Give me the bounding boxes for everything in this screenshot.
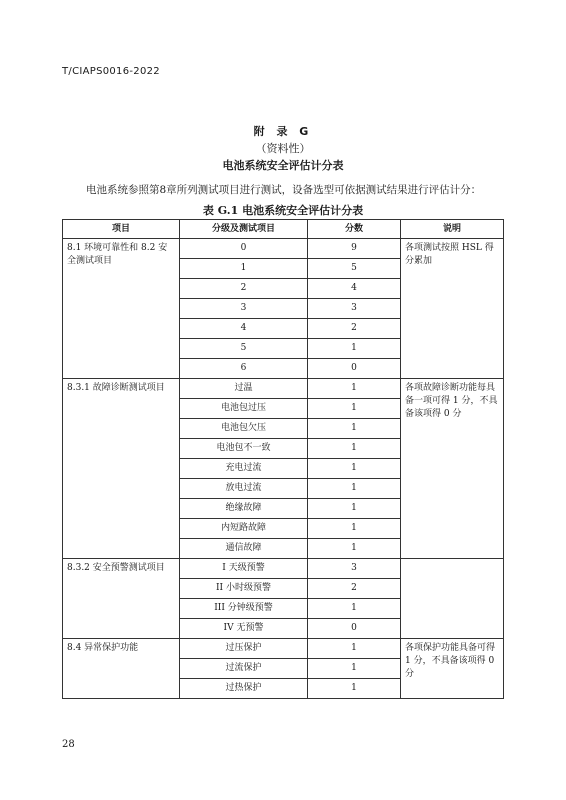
level-cell: 电池包过压 bbox=[180, 399, 308, 419]
level-cell: 内短路故障 bbox=[180, 519, 308, 539]
score-cell: 0 bbox=[308, 619, 401, 639]
intro-paragraph: 电池系统参照第8章所列测试项目进行测试，设备选型可依据测试结果进行评估计分： bbox=[86, 184, 482, 196]
table-caption: 表 G.1 电池系统安全评估计分表 bbox=[202, 204, 364, 217]
score-cell: 1 bbox=[308, 499, 401, 519]
note-cell: 各项保护功能具备可得 1 分，不具备该项得 0 分 bbox=[401, 639, 504, 699]
project-cell: 8.1 环境可靠性和 8.2 安全测试项目 bbox=[63, 239, 180, 379]
score-cell: 1 bbox=[308, 639, 401, 659]
score-cell: 5 bbox=[308, 259, 401, 279]
table-row bbox=[63, 239, 504, 259]
header-score: 分数 bbox=[308, 220, 401, 239]
score-cell: 0 bbox=[308, 359, 401, 379]
score-cell: 1 bbox=[308, 539, 401, 559]
score-cell: 3 bbox=[308, 299, 401, 319]
project-cell: 8.3.2 安全预警测试项目 bbox=[63, 559, 180, 639]
level-cell: III 分钟级预警 bbox=[180, 599, 308, 619]
score-cell: 1 bbox=[308, 479, 401, 499]
level-cell: II 小时级预警 bbox=[180, 579, 308, 599]
score-cell: 2 bbox=[308, 579, 401, 599]
score-cell: 9 bbox=[308, 239, 401, 259]
table-row bbox=[63, 379, 504, 399]
table-header-row bbox=[63, 220, 504, 239]
score-cell: 1 bbox=[308, 399, 401, 419]
level-cell: IV 无预警 bbox=[180, 619, 308, 639]
level-cell: 放电过流 bbox=[180, 479, 308, 499]
project-cell: 8.4 异常保护功能 bbox=[63, 639, 180, 699]
table-body bbox=[63, 239, 504, 699]
document-id: T/CIAPS0016-2022 bbox=[62, 66, 160, 77]
score-cell: 1 bbox=[308, 339, 401, 359]
table-row bbox=[63, 559, 504, 579]
score-cell: 1 bbox=[308, 379, 401, 399]
level-cell: 0 bbox=[180, 239, 308, 259]
note-cell: 各项测试按照 HSL 得分累加 bbox=[401, 239, 504, 379]
level-cell: 3 bbox=[180, 299, 308, 319]
note-cell bbox=[401, 559, 504, 639]
level-cell: 过热保护 bbox=[180, 679, 308, 699]
level-cell: 过流保护 bbox=[180, 659, 308, 679]
project-cell: 8.3.1 故障诊断测试项目 bbox=[63, 379, 180, 559]
score-cell: 3 bbox=[308, 559, 401, 579]
score-cell: 1 bbox=[308, 599, 401, 619]
level-cell: 过压保护 bbox=[180, 639, 308, 659]
appendix-title: 附 录 G bbox=[253, 125, 313, 138]
level-cell: 1 bbox=[180, 259, 308, 279]
score-cell: 4 bbox=[308, 279, 401, 299]
score-cell: 1 bbox=[308, 439, 401, 459]
header-project: 项目 bbox=[63, 220, 180, 239]
score-cell: 1 bbox=[308, 519, 401, 539]
score-cell: 2 bbox=[308, 319, 401, 339]
level-cell: 2 bbox=[180, 279, 308, 299]
level-cell: 充电过流 bbox=[180, 459, 308, 479]
score-cell: 1 bbox=[308, 419, 401, 439]
level-cell: 5 bbox=[180, 339, 308, 359]
level-cell: 绝缘故障 bbox=[180, 499, 308, 519]
level-cell: I 天级预警 bbox=[180, 559, 308, 579]
level-cell: 过温 bbox=[180, 379, 308, 399]
level-cell: 电池包不一致 bbox=[180, 439, 308, 459]
level-cell: 电池包欠压 bbox=[180, 419, 308, 439]
appendix-subtitle: （资料性） bbox=[255, 142, 311, 155]
table-row bbox=[63, 639, 504, 659]
level-cell: 通信故障 bbox=[180, 539, 308, 559]
score-cell: 1 bbox=[308, 459, 401, 479]
score-cell: 1 bbox=[308, 679, 401, 699]
header-level: 分级及测试项目 bbox=[180, 220, 308, 239]
header-note: 说明 bbox=[401, 220, 504, 239]
level-cell: 6 bbox=[180, 359, 308, 379]
appendix-name: 电池系统安全评估计分表 bbox=[222, 159, 344, 172]
note-cell: 各项故障诊断功能每具备一项可得 1 分，不具备该项得 0 分 bbox=[401, 379, 504, 559]
page-number: 28 bbox=[62, 739, 75, 750]
score-cell: 1 bbox=[308, 659, 401, 679]
score-table bbox=[62, 219, 504, 699]
level-cell: 4 bbox=[180, 319, 308, 339]
